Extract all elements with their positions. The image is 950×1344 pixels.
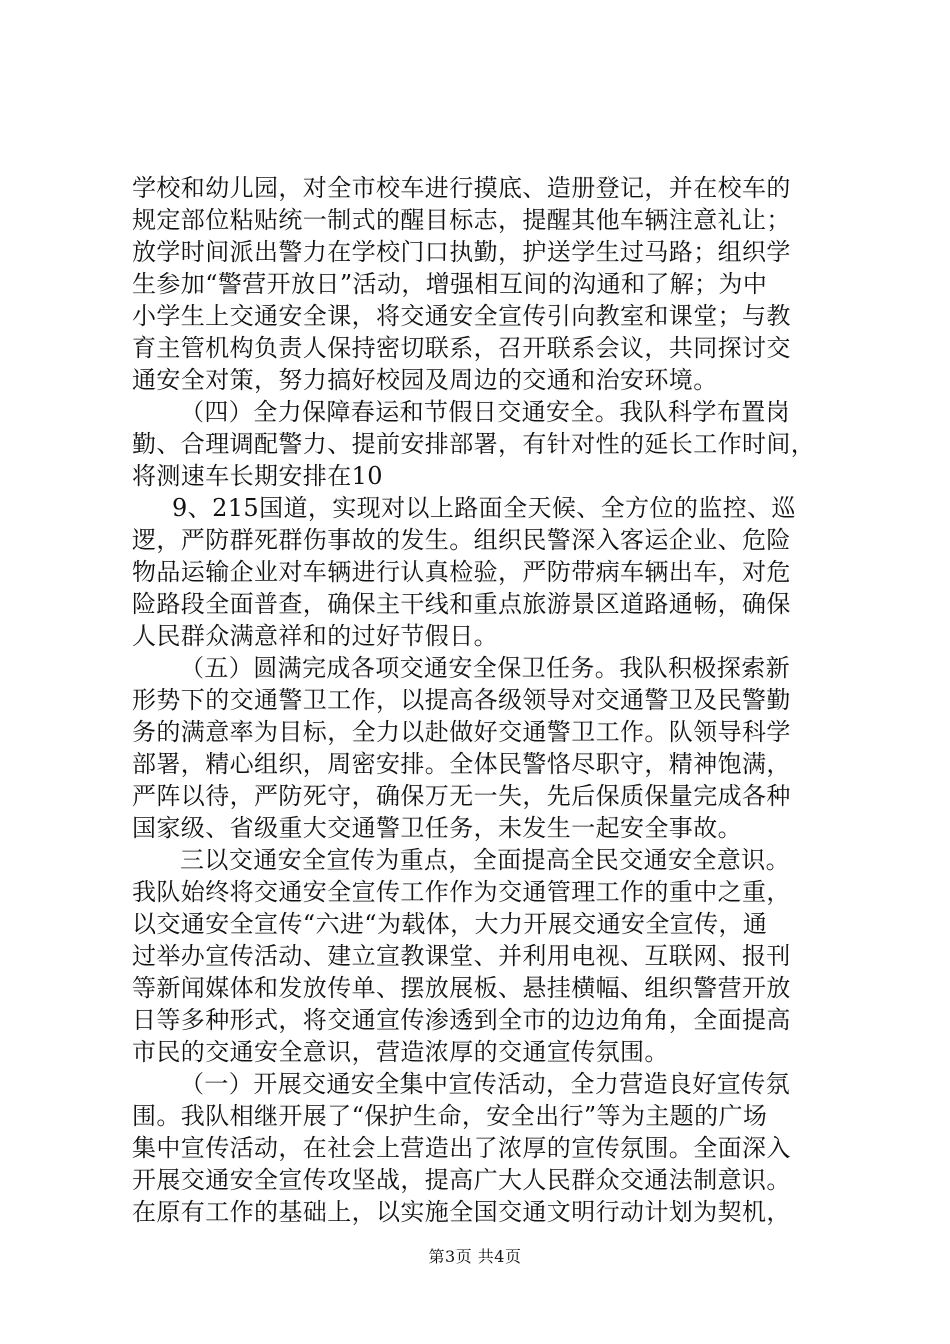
text-line: 务的满意率为目标，全力以赴做好交通警卫工作。队领导科学 <box>132 718 791 746</box>
text-line: 开展交通安全宣传攻坚战，提高广大人民群众交通法制意识。 <box>132 1166 791 1194</box>
text-line: 形势下的交通警卫工作，以提高各级领导对交通警卫及民警勤 <box>132 686 791 714</box>
text-line: 部署，精心组织，周密安排。全体民警恪尽职守，精神饱满， <box>132 750 791 778</box>
text-line: 逻，严防群死群伤事故的发生。组织民警深入客运企业、危险 <box>132 526 791 554</box>
text-line: 围。我队相继开展了“保护生命，安全出行”等为主题的广场 <box>132 1102 768 1130</box>
text-line: 放学时间派出警力在学校门口执勤，护送学生过马路；组织学 <box>132 238 791 266</box>
section-heading-line: （一）开展交通安全集中宣传活动，全力营造良好宣传氛 <box>180 1070 790 1098</box>
text-line: 我队始终将交通安全宣传工作作为交通管理工作的重中之重， <box>132 878 791 906</box>
text-line: 市民的交通安全意识，营造浓厚的交通宣传氛围。 <box>132 1038 669 1066</box>
text-line: 9、215国道，实现对以上路面全天候、全方位的监控、巡 <box>172 494 796 522</box>
text-line: 严阵以待，严防死守，确保万无一失，先后保质保量完成各种 <box>132 782 791 810</box>
text-line: 勤、合理调配警力、提前安排部署，有针对性的延长工作时间， <box>132 430 816 458</box>
text-line: 将测速车长期安排在10 <box>132 462 383 490</box>
section-heading-line: （五）圆满完成各项交通安全保卫任务。我队积极探索新 <box>180 654 790 682</box>
text-line: 生参加“警营开放日”活动，增强相互间的沟通和了解；为中 <box>132 270 768 298</box>
text-line: 人民群众满意祥和的过好节假日。 <box>132 622 498 650</box>
text-line: 等新闻媒体和发放传单、摆放展板、悬挂横幅、组织警营开放 <box>132 974 791 1002</box>
text-line: 险路段全面普查，确保主干线和重点旅游景区道路通畅，确保 <box>132 590 791 618</box>
text-line: 学校和幼儿园，对全市校车进行摸底、造册登记，并在校车的 <box>132 174 791 202</box>
text-line: 以交通安全宣传“六进“为载体，大力开展交通安全宣传，通 <box>132 910 768 938</box>
text-line: 日等多种形式，将交通宣传渗透到全市的边边角角，全面提高 <box>132 1006 791 1034</box>
page-footer <box>0 1247 950 1267</box>
text-line: 在原有工作的基础上，以实施全国交通文明行动计划为契机， <box>132 1198 791 1226</box>
document-body <box>132 172 832 1228</box>
section-heading-line: 三以交通安全宣传为重点，全面提高全民交通安全意识。 <box>180 846 790 874</box>
text-line: 通安全对策，努力搞好校园及周边的交通和治安环境。 <box>132 366 718 394</box>
text-line: 育主管机构负责人保持密切联系，召开联系会议，共同探讨交 <box>132 334 791 362</box>
text-line: 过举办宣传活动、建立宣教课堂、并利用电视、互联网、报刊 <box>132 942 791 970</box>
section-heading-line: （四）全力保障春运和节假日交通安全。我队科学布置岗 <box>180 398 790 426</box>
text-line: 集中宣传活动，在社会上营造出了浓厚的宣传氛围。全面深入 <box>132 1134 791 1162</box>
text-line: 规定部位粘贴统一制式的醒目标志，提醒其他车辆注意礼让； <box>132 206 791 234</box>
text-line: 国家级、省级重大交通警卫任务，未发生一起安全事故。 <box>132 814 742 842</box>
page-number: 第3页 共4页 <box>428 1247 522 1266</box>
text-line: 小学生上交通安全课，将交通安全宣传引向教室和课堂；与教 <box>132 302 791 330</box>
text-line: 物品运输企业对车辆进行认真检验，严防带病车辆出车，对危 <box>132 558 791 586</box>
